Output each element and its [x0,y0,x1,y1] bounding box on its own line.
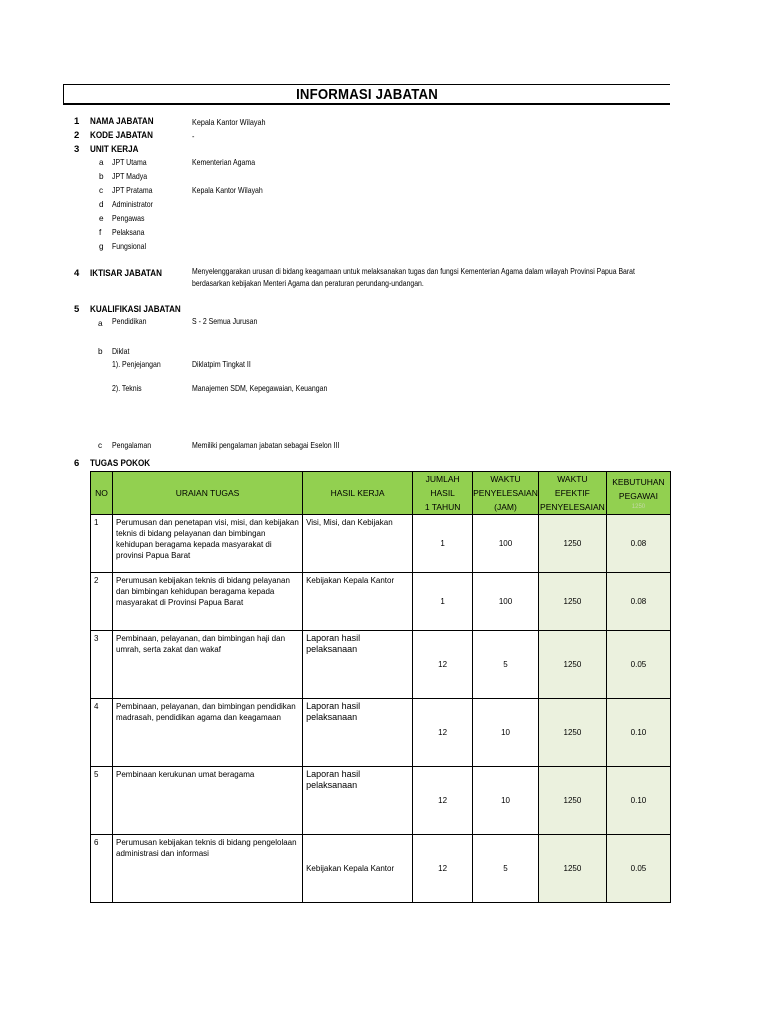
penjenjangan-label: 1). Penjejangan [112,360,161,369]
table-row [91,699,671,767]
cell-jumlah: 12 [413,835,473,903]
header-jumlah-line: HASIL [430,488,455,498]
cell-kebutuhan: 0.05 [606,631,670,699]
cell-uraian: Perumusan kebijakan teknis di bidang pelayanan dan bimbingan kehidupan beragama kepada masyarakat di Provinsi Papua Barat [113,573,303,631]
cell-efektif: 1250 [538,699,606,767]
cell-no: 5 [91,767,113,835]
jpt-pratama-value: Kepala Kantor Wilayah [192,186,263,195]
cell-jumlah: 12 [413,767,473,835]
table-header-row [91,472,671,515]
item-number: 3 [74,144,80,155]
penjenjangan-value: Diklatpim Tingkat II [192,360,251,369]
cell-efektif: 1250 [538,573,606,631]
sub-letter: c [98,441,103,450]
cell-efektif: 1250 [538,631,606,699]
sub-letter: a [98,319,103,328]
sub-letter: b [98,347,103,356]
item-number: 2 [74,130,80,141]
cell-kebutuhan: 0.08 [606,573,670,631]
sub-letter: c [99,186,104,195]
title-box [63,84,670,105]
header-jumlah-line: 1 TAHUN [424,502,461,512]
cell-hasil: Visi, Misi, dan Kebijakan [303,515,413,573]
cell-jumlah: 12 [413,631,473,699]
cell-kebutuhan: 0.08 [606,515,670,573]
cell-hasil: Laporan hasil pelaksanaan [303,767,413,835]
teknis-value: Manajemen SDM, Kepegawaian, Keuangan [192,384,328,393]
iktisar-line: Menyelenggarakan urusan di bidang keagamaan untuk melaksanakan tugas dan fungsi Kementerian Agama dalam wilayah Provinsi Papua Barat [192,267,635,276]
jpt-madya-label: JPT Madya [112,172,148,181]
sub-letter: e [99,214,104,223]
header-kebutuhan-line: KEBUTUHAN [612,477,665,487]
cell-hasil: Laporan hasil pelaksanaan [303,699,413,767]
cell-waktu: 10 [473,767,539,835]
sub-letter: g [99,242,104,251]
cell-hasil: Kebijakan Kepala Kantor [303,835,413,903]
header-uraian: URAIAN TUGAS [113,472,303,515]
pendidikan-label: Pendidikan [112,317,147,326]
cell-jumlah: 12 [413,699,473,767]
iktisar-label: IKTISAR JABATAN [90,268,162,279]
header-waktu-line: PENYELESAIAN [473,488,538,498]
cell-hasil: Kebijakan Kepala Kantor [303,573,413,631]
cell-uraian: Perumusan kebijakan teknis di bidang pengelolaan administrasi dan informasi [113,835,303,903]
pelaksana-label: Pelaksana [112,228,145,237]
header-waktu-line: (JAM) [494,502,517,512]
header-no: NO [91,472,113,515]
cell-no: 4 [91,699,113,767]
table-row [91,767,671,835]
jpt-pratama-label: JPT Pratama [112,186,153,195]
title-underline [64,103,670,105]
header-efektif-line: WAKTU [557,474,588,484]
tugas-pokok-table [90,471,671,903]
cell-waktu: 10 [473,699,539,767]
header-efektif-line: PENYELESAIAN [540,502,605,512]
header-kebutuhan-line: PEGAWAI [618,491,658,501]
header-efektif [538,472,606,515]
pengawas-label: Pengawas [112,214,145,223]
diklat-label: Diklat [112,347,130,356]
page-title: INFORMASI JABATAN [296,86,438,103]
cell-uraian: Pembinaan, pelayanan, dan bimbingan haji dan umrah, serta zakat dan wakaf [113,631,303,699]
cell-jumlah: 1 [413,515,473,573]
cell-uraian: Pembinaan, pelayanan, dan bimbingan pendidikan madrasah, pendidikan agama dan keagamaan [113,699,303,767]
sub-letter: a [99,158,104,167]
administrator-label: Administrator [112,200,153,209]
teknis-label: 2). Teknis [112,384,142,393]
cell-no: 6 [91,835,113,903]
cell-no: 3 [91,631,113,699]
cell-hasil: Laporan hasil pelaksanaan [303,631,413,699]
cell-efektif: 1250 [538,835,606,903]
table-row [91,573,671,631]
cell-no: 1 [91,515,113,573]
jpt-utama-value: Kementerian Agama [192,158,256,167]
nama-jabatan-label: NAMA JABATAN [90,116,154,127]
cell-kebutuhan: 0.10 [606,699,670,767]
table-row [91,515,671,573]
iktisar-text [192,266,670,290]
item-number: 1 [74,116,80,127]
cell-waktu: 100 [473,515,539,573]
cell-uraian: Pembinaan kerukunan umat beragama [113,767,303,835]
kode-jabatan-value: - [192,131,195,141]
header-waktu [473,472,539,515]
table-row [91,835,671,903]
sub-letter: b [99,172,104,181]
pendidikan-value: S - 2 Semua Jurusan [192,317,258,326]
header-kebutuhan-faint: 1250 [631,504,646,510]
cell-efektif: 1250 [538,515,606,573]
item-number: 4 [74,268,80,279]
jpt-utama-label: JPT Utama [112,158,147,167]
sub-letter: f [99,228,102,237]
header-hasil: HASIL KERJA [303,472,413,515]
pengalaman-value: Memiliki pengalaman jabatan sebagai Eselon III [192,441,340,450]
cell-no: 2 [91,573,113,631]
nama-jabatan-value: Kepala Kantor Wilayah [192,117,266,127]
fungsional-label: Fungsional [112,242,147,251]
cell-waktu: 100 [473,573,539,631]
item-number: 5 [74,304,80,315]
cell-waktu: 5 [473,631,539,699]
kualifikasi-label: KUALIFIKASI JABATAN [90,304,181,315]
header-efektif-line: EFEKTIF [554,488,590,498]
cell-uraian: Perumusan dan penetapan visi, misi, dan kebijakan teknis di bidang pelayanan dan bimbingan kehidupan beragama kepada masyarakat di provinsi Papua Barat [113,515,303,573]
cell-waktu: 5 [473,835,539,903]
header-jumlah [413,472,473,515]
item-number: 6 [74,458,80,469]
header-kebutuhan [606,472,670,515]
pengalaman-label: Pengalaman [112,441,152,450]
table-row [91,631,671,699]
sub-letter: d [99,200,104,209]
unit-kerja-label: UNIT KERJA [90,144,139,155]
header-waktu-line: WAKTU [490,474,521,484]
cell-kebutuhan: 0.10 [606,767,670,835]
cell-efektif: 1250 [538,767,606,835]
header-jumlah-line: JUMLAH [425,474,460,484]
kode-jabatan-label: KODE JABATAN [90,130,153,141]
cell-jumlah: 1 [413,573,473,631]
cell-kebutuhan: 0.05 [606,835,670,903]
iktisar-line: berdasarkan kebijakan Menteri Agama dan peraturan perundang-undangan. [192,279,424,288]
tugas-pokok-label: TUGAS POKOK [90,458,151,469]
